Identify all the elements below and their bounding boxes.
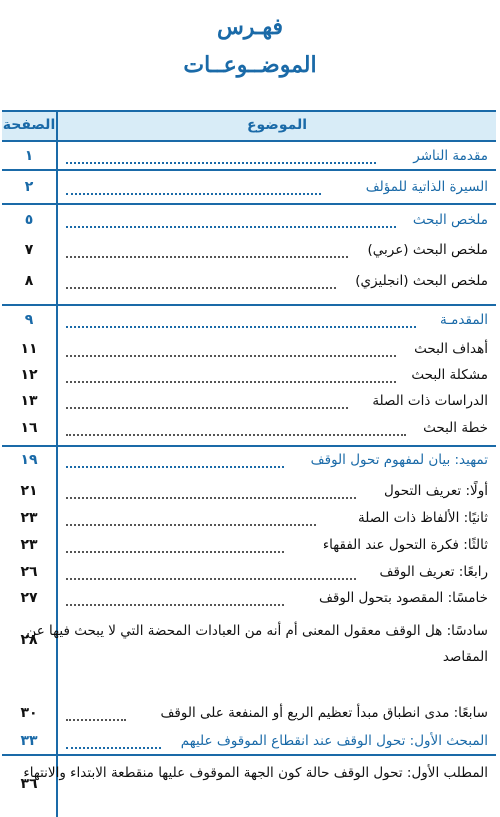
entry-page: ٩ <box>24 312 34 328</box>
entry-page: ١٢ <box>20 367 38 383</box>
entry-page: ٢ <box>24 179 34 195</box>
dot-leader <box>66 226 396 228</box>
entry-title: خطة البحث <box>423 420 488 436</box>
entry-page: ١١ <box>20 341 38 357</box>
group-separator <box>2 169 496 171</box>
entry-title: تمهيد: بيان لمفهوم تحول الوقف <box>310 452 488 468</box>
entry-page: ٢٨ <box>20 632 38 648</box>
entry-title: سابعًا: مدى انطباق مبدأ تعظيم الريع أو المنفعة على الوقف <box>160 705 488 721</box>
entry-title: الدراسات ذات الصلة <box>372 393 488 409</box>
group-separator <box>2 445 496 447</box>
dot-leader <box>66 524 316 526</box>
entry-title: المقدمـة <box>439 312 488 328</box>
entry-page: ٢١ <box>20 483 38 499</box>
dot-leader <box>66 326 416 328</box>
dot-leader <box>66 497 356 499</box>
dot-leader <box>66 193 321 195</box>
dot-leader <box>66 719 126 721</box>
entry-page: ٥ <box>24 212 34 228</box>
entry-page: ٢٧ <box>20 590 38 606</box>
entry-title: ثانيًا: الألفاظ ذات الصلة <box>358 510 488 526</box>
entry-title: ملخص البحث (عربي) <box>367 242 488 258</box>
dot-leader <box>66 604 284 606</box>
entry-title: ثالثًا: فكرة التحول عند الفقهاء <box>322 537 488 553</box>
entry-page: ٧ <box>24 242 34 258</box>
entry-title: سادسًا: هل الوقف معقول المعنى أم أنه من العبادات المحضة التي لا يبحث فيها عن المقاصد <box>26 623 488 665</box>
entry-page: ١٩ <box>20 452 38 468</box>
dot-leader <box>66 256 348 258</box>
toc-header <box>2 112 496 142</box>
dot-leader <box>66 466 284 468</box>
column-divider <box>56 112 58 817</box>
entry-page: ٨ <box>24 273 34 289</box>
entry-title: المطلب الأول: تحول الوقف حالة كون الجهة الموقوف عليها منقطعة الابتداء والانتهاء <box>23 765 488 781</box>
dot-leader <box>66 287 336 289</box>
entry-page: ١٣ <box>20 393 38 409</box>
dot-leader <box>66 551 284 553</box>
entry-title: ملخص البحث <box>412 212 488 228</box>
entry-title: مشكلة البحث <box>411 367 488 383</box>
entry-page: ٢٣ <box>20 510 38 526</box>
header-page: الصفحة <box>2 117 56 133</box>
entry-title: أولًا: تعريف التحول <box>384 483 488 499</box>
dot-leader <box>66 578 356 580</box>
group-separator <box>2 304 496 306</box>
entry-title: رابعًا: تعريف الوقف <box>379 564 488 580</box>
entry-title: ملخص البحث (انجليزي) <box>355 273 488 289</box>
header-subject: الموضوع <box>246 117 308 133</box>
dot-leader <box>66 747 161 749</box>
entry-page: ٣٠ <box>20 705 38 721</box>
entry-title: أهداف البحث <box>414 341 488 357</box>
entry-page: ١٦ <box>20 420 38 436</box>
entry-page: ٣٦ <box>20 776 38 792</box>
entry-title: مقدمة الناشر <box>413 148 488 164</box>
group-separator <box>2 203 496 205</box>
dot-leader <box>66 434 406 436</box>
entry-page: ٢٣ <box>20 537 38 553</box>
entry-page: ٢٦ <box>20 564 38 580</box>
entry-title: السيرة الذاتية للمؤلف <box>365 179 488 195</box>
toc-table <box>2 110 496 817</box>
entry-title: المبحث الأول: تحول الوقف عند انقطاع الموقوف عليهم <box>180 733 488 749</box>
entry-page: ١ <box>24 148 34 164</box>
group-separator <box>2 754 496 756</box>
index-subtitle: الموضــوعــات <box>183 52 317 78</box>
dot-leader <box>66 381 396 383</box>
entry-page: ٣٣ <box>20 733 38 749</box>
index-title: فهـرس <box>216 14 284 40</box>
dot-leader <box>66 407 348 409</box>
dot-leader <box>66 162 376 164</box>
dot-leader <box>66 355 396 357</box>
entry-title: خامسًا: المقصود بتحول الوقف <box>318 590 488 606</box>
